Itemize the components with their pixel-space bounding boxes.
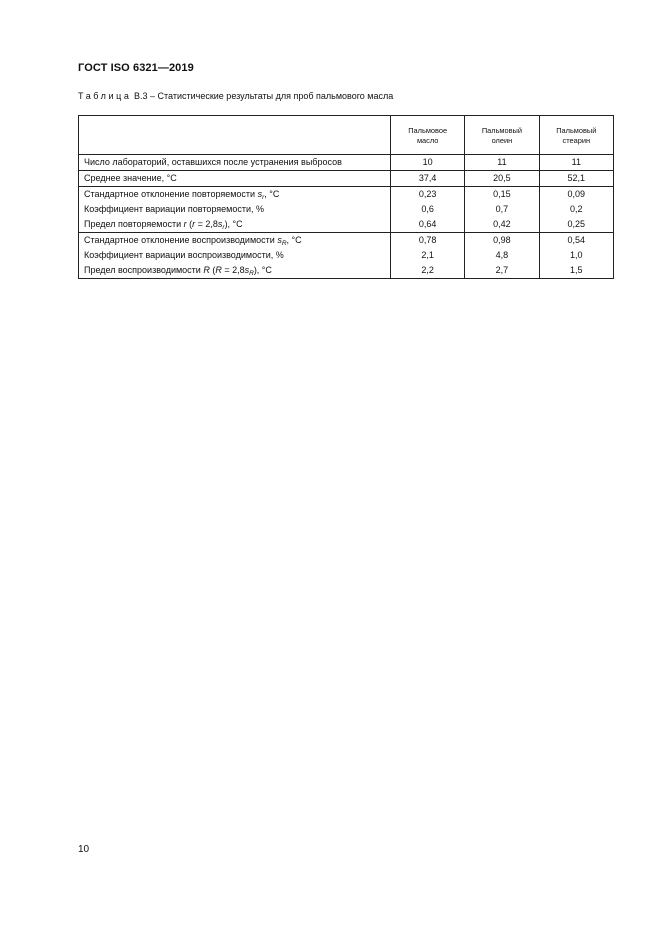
page-number: 10 — [78, 844, 90, 855]
cell-value: 0,23 — [391, 187, 465, 203]
cell-value: 20,5 — [465, 171, 539, 187]
table-row-reproducibility-cv — [79, 248, 614, 263]
table-caption — [78, 91, 393, 101]
row-label: Стандартное отклонение воспроизводимости $s_R$, °С — [79, 233, 391, 249]
cell-value: 52,1 — [539, 171, 613, 187]
cell-value: 0,7 — [465, 202, 539, 217]
row-label: Коэффициент вариации воспроизводимости, % — [79, 248, 391, 263]
document-header: ГОСТ ISO 6321—2019 — [78, 62, 194, 74]
row-label: Предел повторяемости r $(r = 2,8s_r)$, °С — [79, 217, 391, 233]
table-row-reproducibility-sd — [79, 233, 614, 249]
cell-value: 0,78 — [391, 233, 465, 249]
cell-value: 0,54 — [539, 233, 613, 249]
cell-value: 1,0 — [539, 248, 613, 263]
table-row-repeatability-cv — [79, 202, 614, 217]
cell-value: 2,2 — [391, 263, 465, 279]
cell-value: 2,7 — [465, 263, 539, 279]
cell-value: 0,42 — [465, 217, 539, 233]
cell-value: 0,2 — [539, 202, 613, 217]
table-row-labs — [79, 155, 614, 171]
cell-value: 2,1 — [391, 248, 465, 263]
header-empty-cell — [79, 116, 391, 155]
caption-prefix: Таблица — [78, 91, 132, 101]
row-label: Среднее значение, °С — [79, 171, 391, 187]
cell-value: 0,64 — [391, 217, 465, 233]
cell-value: 10 — [391, 155, 465, 171]
table-row-repeatability-sd — [79, 187, 614, 203]
table-row-mean — [79, 171, 614, 187]
header-palm-oil: Пальмовое масло — [391, 116, 465, 155]
cell-value: 1,5 — [539, 263, 613, 279]
cell-value: 4,8 — [465, 248, 539, 263]
cell-value: 11 — [465, 155, 539, 171]
row-label: Стандартное отклонение повторяемости $s_r$, °С — [79, 187, 391, 203]
header-palm-stearin: Пальмовый стеарин — [539, 116, 613, 155]
results-table — [78, 115, 614, 279]
table-row-repeatability-limit — [79, 217, 614, 233]
cell-value: 0,09 — [539, 187, 613, 203]
caption-text: В.3 – Статистические результаты для проб пальмового масла — [131, 91, 394, 101]
table-header-row — [79, 116, 614, 155]
row-label: Число лабораторий, оставшихся после устранения выбросов — [79, 155, 391, 171]
cell-value: 0,6 — [391, 202, 465, 217]
row-label: Предел воспроизводимости R $(R = 2,8s_R)$, °С — [79, 263, 391, 279]
cell-value: 11 — [539, 155, 613, 171]
cell-value: 0,15 — [465, 187, 539, 203]
cell-value: 0,25 — [539, 217, 613, 233]
row-label: Коэффициент вариации повторяемости, % — [79, 202, 391, 217]
table-row-reproducibility-limit — [79, 263, 614, 279]
cell-value: 37,4 — [391, 171, 465, 187]
cell-value: 0,98 — [465, 233, 539, 249]
header-palm-olein: Пальмовый олеин — [465, 116, 539, 155]
